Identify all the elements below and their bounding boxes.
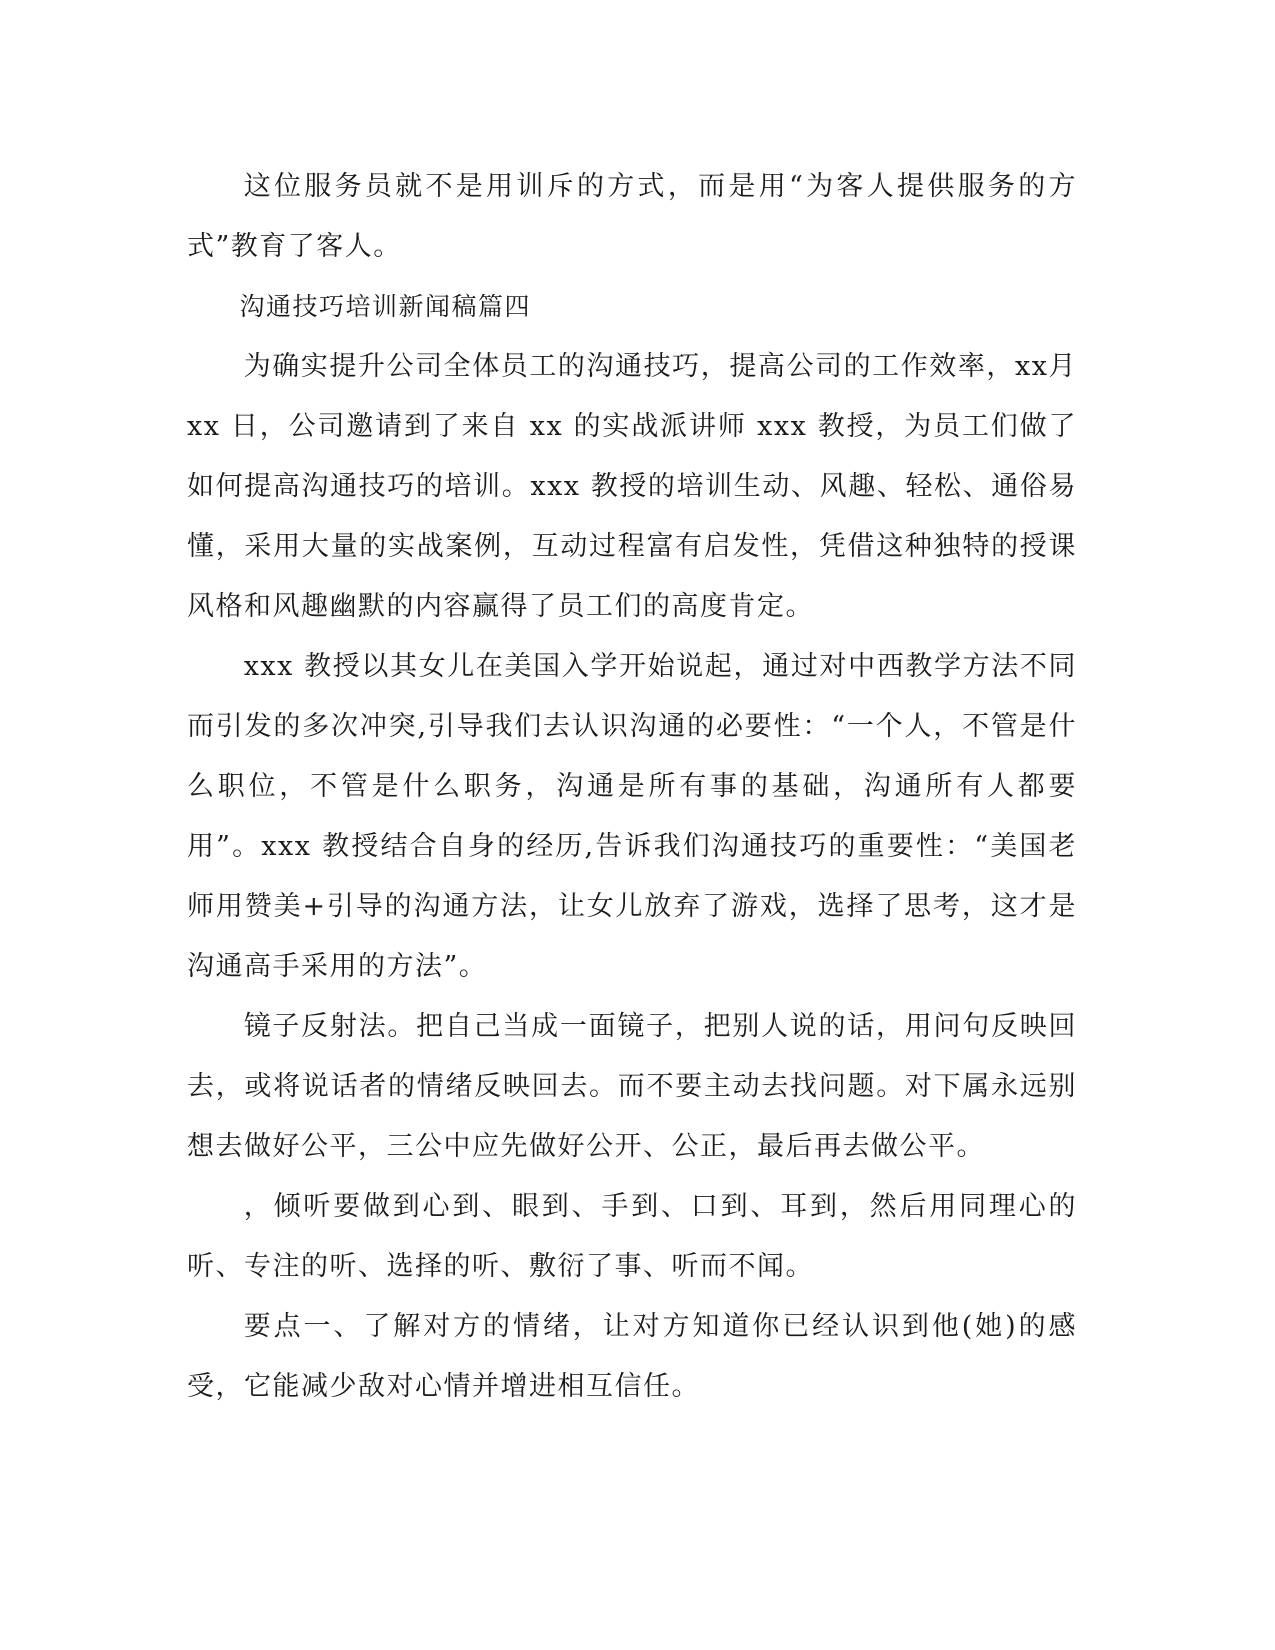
paragraph-professor-story: xxx 教授以其女儿在美国入学开始说起，通过对中西教学方法不同而引发的多次冲突,引导我们去认识沟通的必要性：“一个人，不管是什么职位，不管是什么职务，沟通是所有事的基础，沟通所有人都要用”。xxx 教授结合自身的经历,告诉我们沟通技巧的重要性：“美国老师用赞美+引导的沟通方法，让女儿放弃了游戏，选择了思考，这才是沟通高手采用的方法”。 — [187, 651, 1077, 982]
paragraph-service-example: 这位服务员就不是用训斥的方式，而是用“为客人提供服务的方式”教育了客人。 — [187, 171, 1077, 262]
document-body — [187, 157, 1077, 1417]
paragraph-listening: ，倾听要做到心到、眼到、手到、口到、耳到，然后用同理心的听、专注的听、选择的听、敷衍了事、听而不闻。 — [187, 1191, 1077, 1282]
paragraph-mirror-method: 镜子反射法。把自己当成一面镜子，把别人说的话，用问句反映回去，或将说话者的情绪反映回去。而不要主动去找问题。对下属永远别想去做好公平，三公中应先做好公开、公正，最后再去做公平。 — [187, 1011, 1077, 1162]
section-heading: 沟通技巧培训新闻稿篇四 — [239, 292, 532, 321]
paragraph-training-intro: 为确实提升公司全体员工的沟通技巧，提高公司的工作效率，xx月 xx 日，公司邀请到了来自 xx 的实战派讲师 xxx 教授，为员工们做了如何提高沟通技巧的培训。xxx 教授的培训生动、风趣、轻松、通俗易懂，采用大量的实战案例，互动过程富有启发性，凭借这种独特的授课风格和风趣幽默的内容赢得了员工们的高度肯定。 — [187, 351, 1077, 622]
paragraph-key-point-one: 要点一、了解对方的情绪，让对方知道你已经认识到他(她)的感受，它能减少敌对心情并增进相互信任。 — [187, 1311, 1077, 1402]
